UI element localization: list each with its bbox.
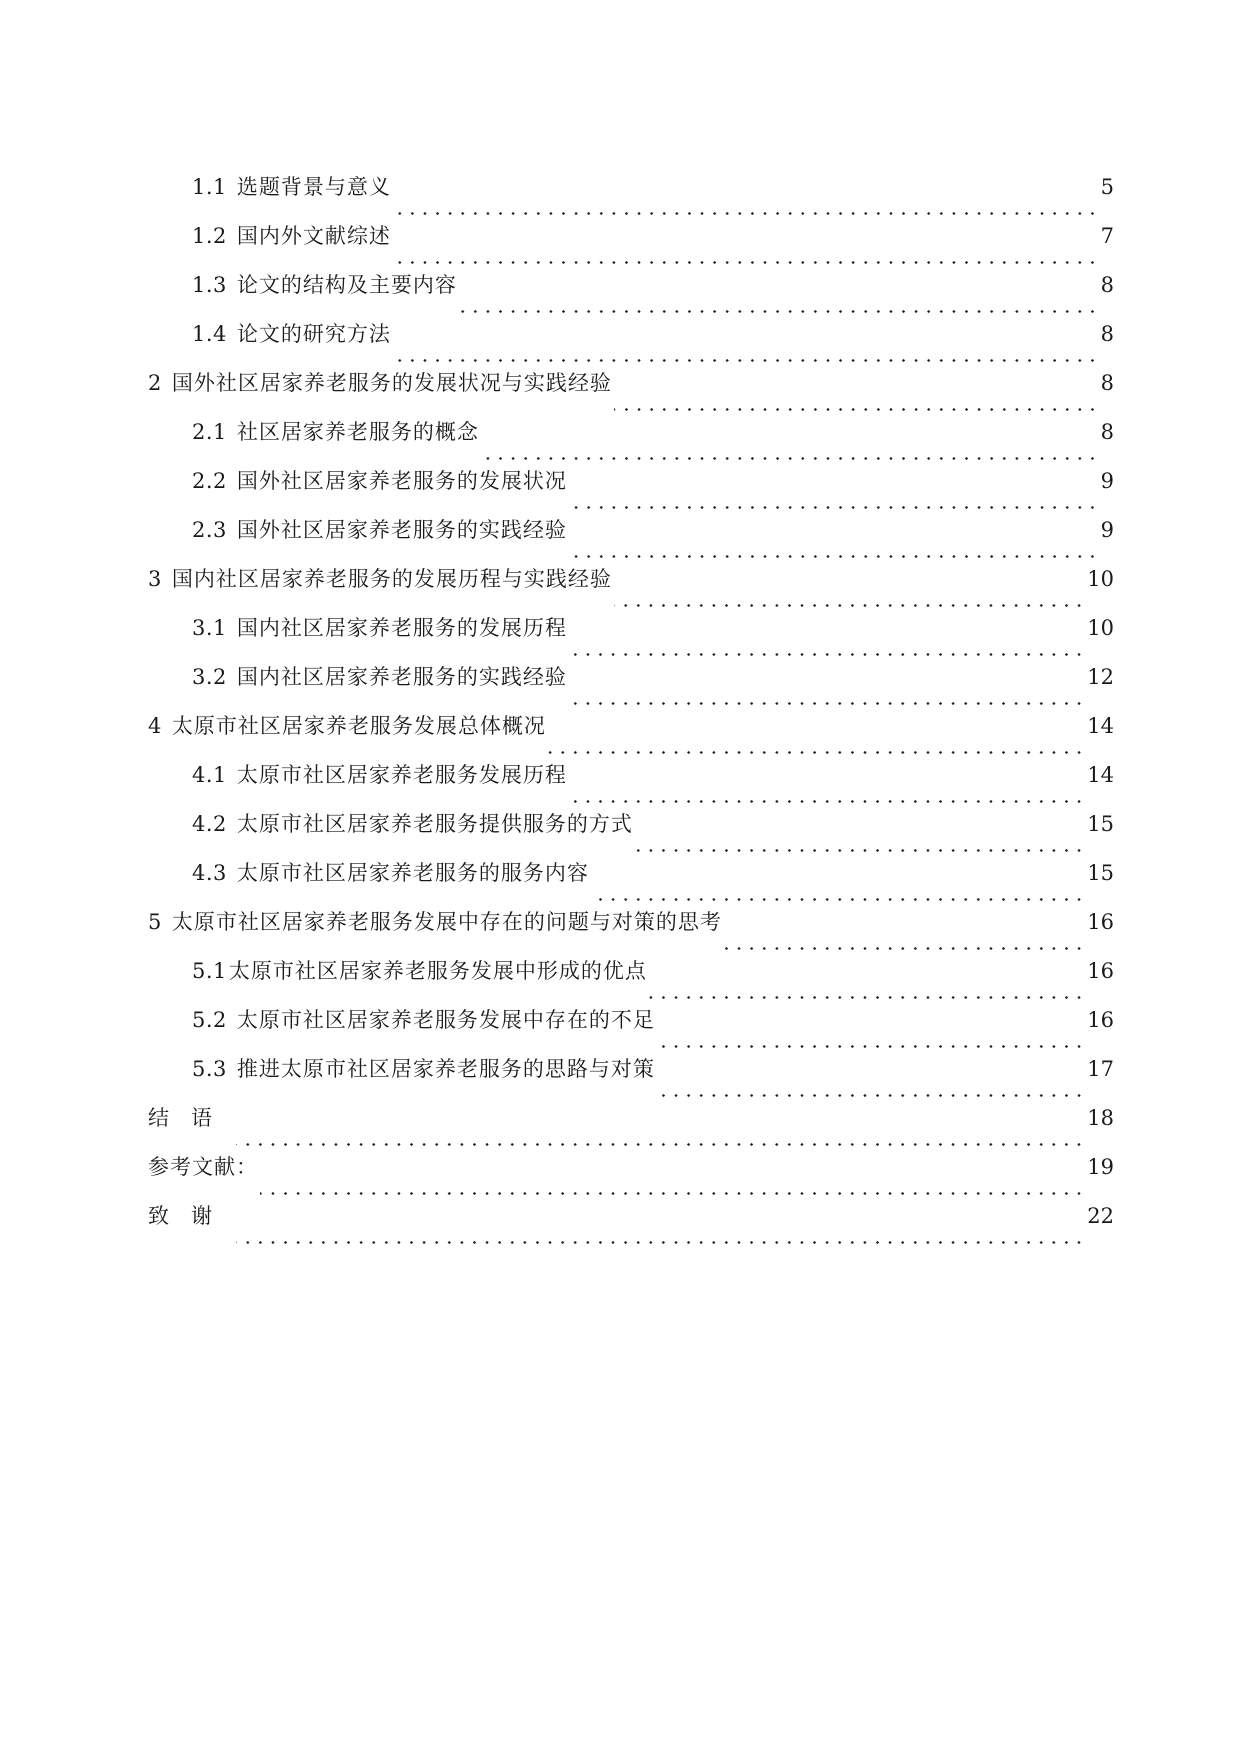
toc-entry-acknowledgements[interactable] — [148, 1201, 1114, 1250]
dot-leader — [614, 589, 1085, 613]
dot-leader — [649, 981, 1085, 1005]
toc-entry-page: 15 — [1087, 812, 1114, 836]
toc-entry-number: 3 — [148, 567, 162, 591]
dot-leader — [591, 883, 1085, 907]
toc-entry-title: 太原市社区居家养老服务发展历程 — [236, 763, 567, 787]
toc-entry-3-2[interactable] — [148, 662, 1114, 711]
toc-entry-number: 5.2 — [192, 1008, 227, 1032]
toc-entry-number: 2.3 — [192, 518, 227, 542]
toc-entry-number: 4.2 — [192, 812, 227, 836]
toc-entry-title: 太原市社区居家养老服务发展中存在的不足 — [236, 1008, 655, 1032]
toc-entry-5-3[interactable] — [148, 1054, 1114, 1103]
dot-leader — [614, 393, 1099, 417]
toc-entry-page: 9 — [1100, 518, 1114, 542]
toc-entry-page: 14 — [1087, 763, 1114, 787]
toc-entry-title: 国外社区居家养老服务的实践经验 — [236, 518, 567, 542]
dot-leader — [569, 687, 1085, 711]
toc-entry-page: 5 — [1100, 175, 1114, 199]
toc-entry-title: 太原市社区居家养老服务提供服务的方式 — [236, 812, 633, 836]
dot-leader — [569, 491, 1099, 515]
toc-entry-1-4[interactable] — [148, 319, 1114, 368]
dot-leader — [569, 638, 1085, 662]
toc-entry-page: 22 — [1087, 1204, 1114, 1228]
toc-entry-1-1[interactable] — [148, 172, 1114, 221]
toc-entry-4-3[interactable] — [148, 858, 1114, 907]
dot-leader — [481, 442, 1099, 466]
toc-entry-4[interactable] — [148, 711, 1114, 760]
toc-entry-references[interactable] — [148, 1152, 1114, 1201]
toc-entry-2-3[interactable] — [148, 515, 1114, 564]
dot-leader — [236, 1128, 1085, 1152]
dot-leader — [260, 1177, 1085, 1201]
dot-leader — [548, 736, 1085, 760]
toc-entry-3[interactable] — [148, 564, 1114, 613]
toc-entry-page: 16 — [1087, 1008, 1114, 1032]
toc-entry-number: 3.1 — [192, 616, 227, 640]
toc-entry-title: 结语 — [148, 1106, 234, 1130]
toc-entry-title: 太原市社区居家养老服务的服务内容 — [236, 861, 589, 885]
toc-entry-page: 16 — [1087, 959, 1114, 983]
dot-leader — [459, 295, 1099, 319]
toc-entry-title: 论文的结构及主要内容 — [236, 273, 457, 297]
toc-entry-title: 太原市社区居家养老服务发展中存在的问题与对策的思考 — [171, 910, 722, 934]
dot-leader — [393, 246, 1099, 270]
toc-entry-number: 3.2 — [192, 665, 227, 689]
toc-entry-5-2[interactable] — [148, 1005, 1114, 1054]
toc-entry-page: 8 — [1100, 371, 1114, 395]
toc-entry-number: 1.4 — [192, 322, 227, 346]
toc-entry-title: 社区居家养老服务的概念 — [236, 420, 479, 444]
dot-leader — [635, 834, 1085, 858]
toc-entry-page: 8 — [1100, 273, 1114, 297]
toc-entry-title: 国内外文献综述 — [236, 224, 391, 248]
toc-entry-number: 1.3 — [192, 273, 227, 297]
toc-entry-number: 1.1 — [192, 175, 227, 199]
dot-leader — [657, 1079, 1085, 1103]
toc-entry-title: 国外社区居家养老服务的发展状况 — [236, 469, 567, 493]
toc-entry-title: 国内社区居家养老服务的发展历程与实践经验 — [171, 567, 612, 591]
toc-entry-title: 推进太原市社区居家养老服务的思路与对策 — [236, 1057, 655, 1081]
toc-entry-title: 太原市社区居家养老服务发展总体概况 — [171, 714, 546, 738]
toc-entry-title: 国内社区居家养老服务的发展历程 — [236, 616, 567, 640]
dot-leader — [236, 1226, 1085, 1250]
toc-entry-number: 1.2 — [192, 224, 227, 248]
toc-entry-conclusion[interactable] — [148, 1103, 1114, 1152]
toc-entry-4-1[interactable] — [148, 760, 1114, 809]
dot-leader — [569, 785, 1085, 809]
dot-leader — [393, 344, 1099, 368]
dot-leader — [393, 197, 1099, 221]
toc-entry-title: 论文的研究方法 — [236, 322, 391, 346]
toc-entry-title: 选题背景与意义 — [236, 175, 391, 199]
toc-entry-page: 12 — [1087, 665, 1114, 689]
toc-entry-page: 18 — [1087, 1106, 1114, 1130]
toc-entry-page: 9 — [1100, 469, 1114, 493]
toc-entry-2-1[interactable] — [148, 417, 1114, 466]
toc-entry-title: 太原市社区居家养老服务发展中形成的优点 — [228, 959, 647, 983]
toc-entry-page: 15 — [1087, 861, 1114, 885]
toc-entry-page: 8 — [1100, 322, 1114, 346]
dot-leader — [569, 540, 1099, 564]
toc-entry-number: 5.3 — [192, 1057, 227, 1081]
toc-entry-4-2[interactable] — [148, 809, 1114, 858]
toc-entry-title: 参考文献： — [148, 1155, 258, 1179]
toc-entry-page: 14 — [1087, 714, 1114, 738]
toc-entry-page: 17 — [1087, 1057, 1114, 1081]
toc-entry-number: 2.1 — [192, 420, 227, 444]
toc-entry-number: 4.3 — [192, 861, 227, 885]
toc-entry-2[interactable] — [148, 368, 1114, 417]
table-of-contents — [148, 172, 1114, 1250]
toc-entry-title: 国内社区居家养老服务的实践经验 — [236, 665, 567, 689]
toc-entry-title: 致谢 — [148, 1204, 234, 1228]
toc-entry-page: 7 — [1100, 224, 1114, 248]
dot-leader — [724, 932, 1085, 956]
toc-entry-number: 4 — [148, 714, 162, 738]
toc-entry-page: 10 — [1087, 567, 1114, 591]
toc-entry-page: 19 — [1087, 1155, 1114, 1179]
toc-entry-page: 16 — [1087, 910, 1114, 934]
toc-entry-1-2[interactable] — [148, 221, 1114, 270]
toc-entry-number: 5 — [148, 910, 162, 934]
toc-entry-2-2[interactable] — [148, 466, 1114, 515]
toc-entry-5[interactable] — [148, 907, 1114, 956]
dot-leader — [657, 1030, 1085, 1054]
toc-entry-page: 10 — [1087, 616, 1114, 640]
toc-entry-number: 4.1 — [192, 763, 227, 787]
toc-entry-page: 8 — [1100, 420, 1114, 444]
toc-entry-1-3[interactable] — [148, 270, 1114, 319]
toc-entry-number: 2.2 — [192, 469, 227, 493]
toc-entry-number: 5.1 — [192, 959, 227, 983]
toc-entry-title: 国外社区居家养老服务的发展状况与实践经验 — [171, 371, 612, 395]
toc-entry-5-1[interactable] — [148, 956, 1114, 1005]
toc-entry-number: 2 — [148, 371, 162, 395]
toc-entry-3-1[interactable] — [148, 613, 1114, 662]
